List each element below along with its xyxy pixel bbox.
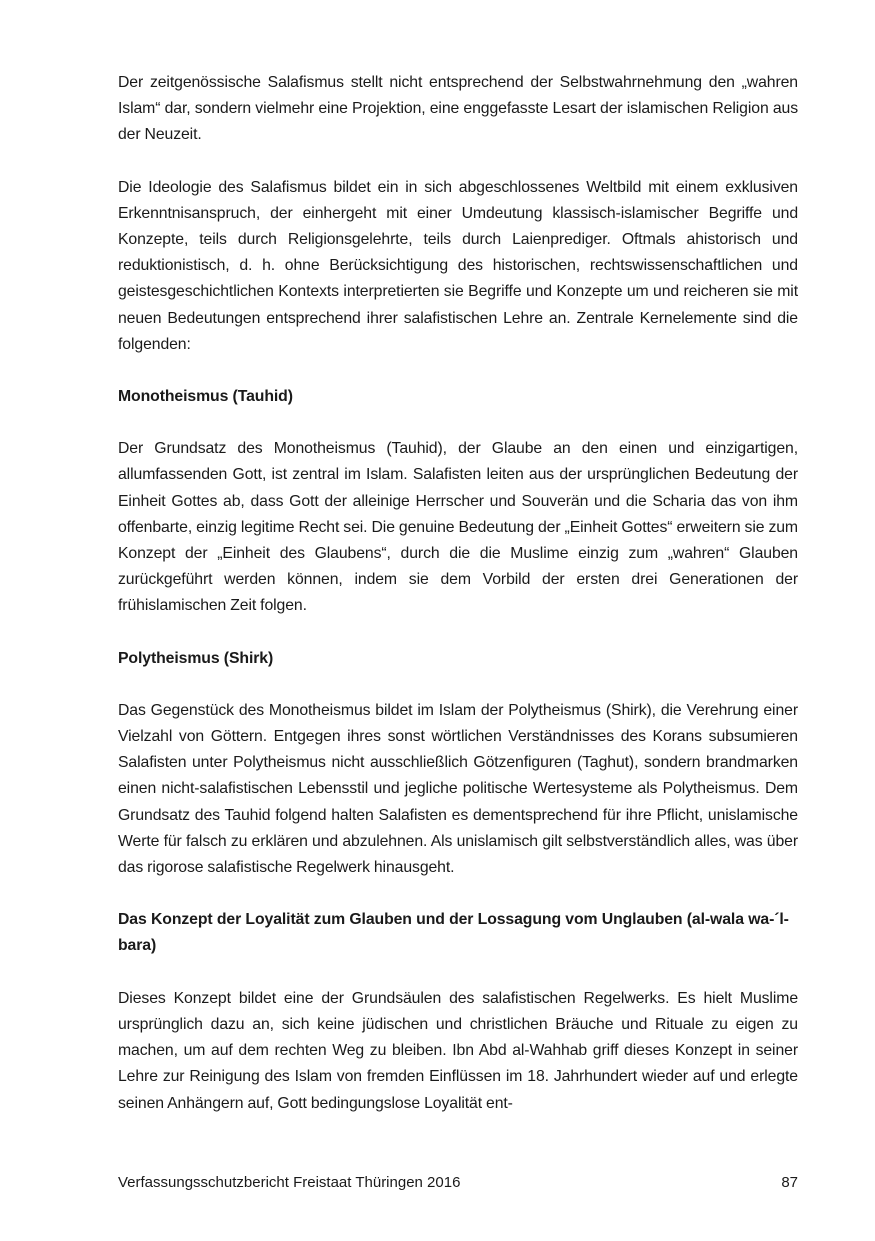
heading-loyalty-concept: Das Konzept der Loyalität zum Glauben und der Lossagung vom Unglauben (al-wala wa-´l-bara) (118, 911, 789, 955)
paragraph-polytheism: Das Gegenstück des Monotheismus bildet im Islam der Polytheismus (Shirk), die Verehrung einer Vielzahl von Göttern. Entgegen ihres sonst wörtlichen Verständnisses des Korans subsumieren Salafisten unter Polytheismus nicht ausschließlich Götzenfiguren (Taghut), sondern brandmarken einen nicht-salafistischen Lebensstil und jegliche politische Wertesysteme als Polytheismus. Dem Grundsatz des Tauhid folgend halten Salafisten es dementsprechend für ihre Pflicht, unislamische Werte für falsch zu erklären und abzulehnen. Als unislamisch gilt selbstverständlich alles, was über das rigorose salafistische Regelwerk hinausgeht. (118, 701, 798, 877)
page-number: 87 (781, 1174, 798, 1191)
page-body (118, 70, 798, 1117)
paragraph-ideology: Die Ideologie des Salafismus bildet ein in sich abgeschlossenes Weltbild mit einem exklusiven Erkenntnisanspruch, der einhergeht mit einer Umdeutung klassisch-islamischer Begriffe und Konzepte, teils durch Religionsgelehrte, teils durch Laienprediger. Oftmals ahistorisch und reduktionistisch, d. h. ohne Berücksichtigung des historischen, rechtswissenschaftlichen und geistesgeschichtlichen Kontexts interpretierten sie Begriffe und Konzepte um und reicheren sie mit neuen Bedeutungen entsprechend ihrer salafistischen Lehre an. Zentrale Kernelemente sind die folgenden: (118, 178, 798, 353)
footer-title: Verfassungsschutzbericht Freistaat Thüringen 2016 (118, 1174, 461, 1191)
paragraph-intro: Der zeitgenössische Salafismus stellt nicht entsprechend der Selbstwahrnehmung den „wahren Islam“ dar, sondern vielmehr eine Projektion, eine enggefasste Lesart der islamischen Religion aus der Neuzeit. (118, 74, 798, 144)
paragraph-loyalty-concept: Dieses Konzept bildet eine der Grundsäulen des salafistischen Regelwerks. Es hielt Muslime ursprünglich dazu an, sich keine jüdischen und christlichen Bräuche und Rituale zu eigen zu machen, um auf dem rechten Weg zu bleiben. Ibn Abd al-Wahhab griff dieses Konzept in seiner Lehre zur Reinigung des Islam von fremden Einflüssen im 18. Jahrhundert wieder auf und erlegte seinen Anhängern auf, Gott bedingungslose Loyalität ent- (118, 989, 798, 1112)
paragraph-monotheism: Der Grundsatz des Monotheismus (Tauhid), der Glaube an den einen und einzigartigen, allumfassenden Gott, ist zentral im Islam. Salafisten leiten aus der ursprünglichen Bedeutung der Einheit Gottes ab, dass Gott der alleinige Herrscher und Souverän und die Scharia das von ihm offenbarte, einzig legitime Recht sei. Die genuine Bedeutung der „Einheit Gottes“ erweitern sie zum Konzept der „Einheit des Glaubens“, durch die die Muslime einzig zum „wahren“ Glauben zurückgeführt werden können, indem sie dem Vorbild der ersten drei Generationen der frühislamischen Zeit folgen. (118, 440, 798, 615)
heading-polytheism: Polytheismus (Shirk) (118, 649, 274, 667)
heading-monotheism: Monotheismus (Tauhid) (118, 388, 293, 406)
